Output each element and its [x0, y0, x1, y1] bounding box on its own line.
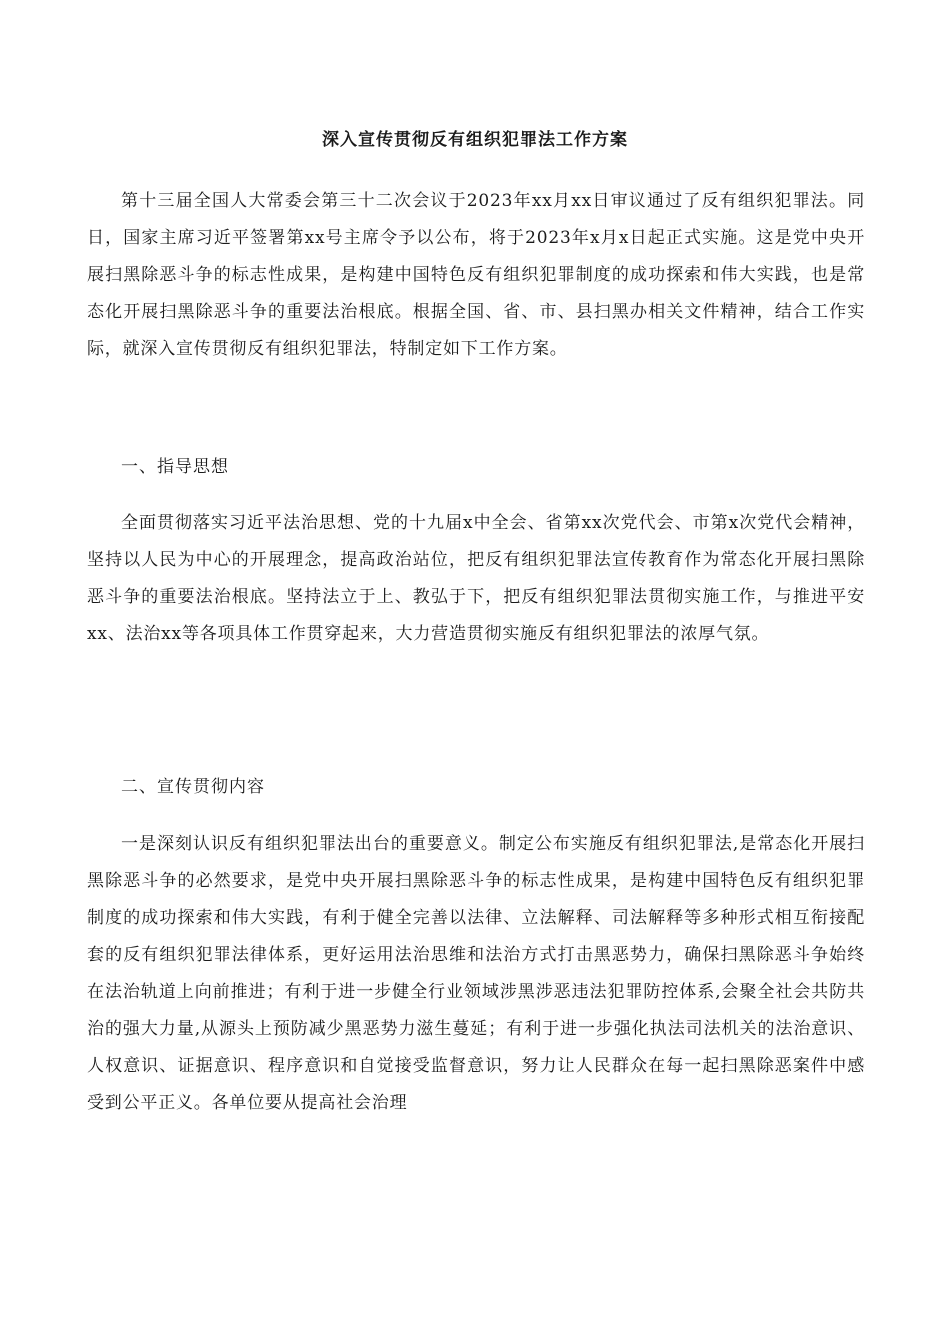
intro-paragraph: 第十三届全国人大常委会第三十二次会议于2023年xx月xx日审议通过了反有组织犯罪法。同日，国家主席习近平签署第xx号主席令予以公布，将于2023年x月x日起正式实施。这是党中央开展扫黑除恶斗争的标志性成果，是构建中国特色反有组织犯罪制度的成功探索和伟大实践，也是常态化开展扫黑除恶斗争的重要法治根底。根据全国、省、市、县扫黑办相关文件精神，结合工作实际，就深入宣传贯彻反有组织犯罪法，特制定如下工作方案。 [87, 191, 865, 359]
section-paragraph-publicity-content: 一是深刻认识反有组织犯罪法出台的重要意义。制定公布实施反有组织犯罪法,是常态化开展扫黑除恶斗争的必然要求，是党中央开展扫黑除恶斗争的标志性成果，是构建中国特色反有组织犯罪制度的成功探索和伟大实践，有利于健全完善以法律、立法解释、司法解释等多种形式相互衔接配套的反有组织犯罪法律体系，更好运用法治思维和法治方式打击黑恶势力，确保扫黑除恶斗争始终在法治轨道上向前推进；有利于进一步健全行业领域涉黑涉恶违法犯罪防控体系,会聚全社会共防共治的强大力量,从源头上预防减少黑恶势力滋生蔓延；有利于进一步强化执法司法机关的法治意识、人权意识、证据意识、程序意识和自觉接受监督意识，努力让人民群众在每一起扫黑除恶案件中感受到公平正义。各单位要从提高社会治理 [87, 834, 865, 1113]
section-heading-publicity-content: 二、宣传贯彻内容 [121, 777, 265, 797]
document-title: 深入宣传贯彻反有组织犯罪法工作方案 [322, 130, 628, 150]
section-heading-guiding-ideology: 一、指导思想 [121, 457, 229, 477]
section-paragraph-guiding-ideology: 全面贯彻落实习近平法治思想、党的十九届x中全会、省第xx次党代会、市第x次党代会精神，坚持以人民为中心的开展理念，提高政治站位，把反有组织犯罪法宣传教育作为常态化开展扫黑除恶斗争的重要法治根底。坚持法立于上、教弘于下，把反有组织犯罪法贯彻实施工作，与推进平安xx、法治xx等各项具体工作贯穿起来，大力营造贯彻实施反有组织犯罪法的浓厚气氛。 [87, 513, 865, 644]
